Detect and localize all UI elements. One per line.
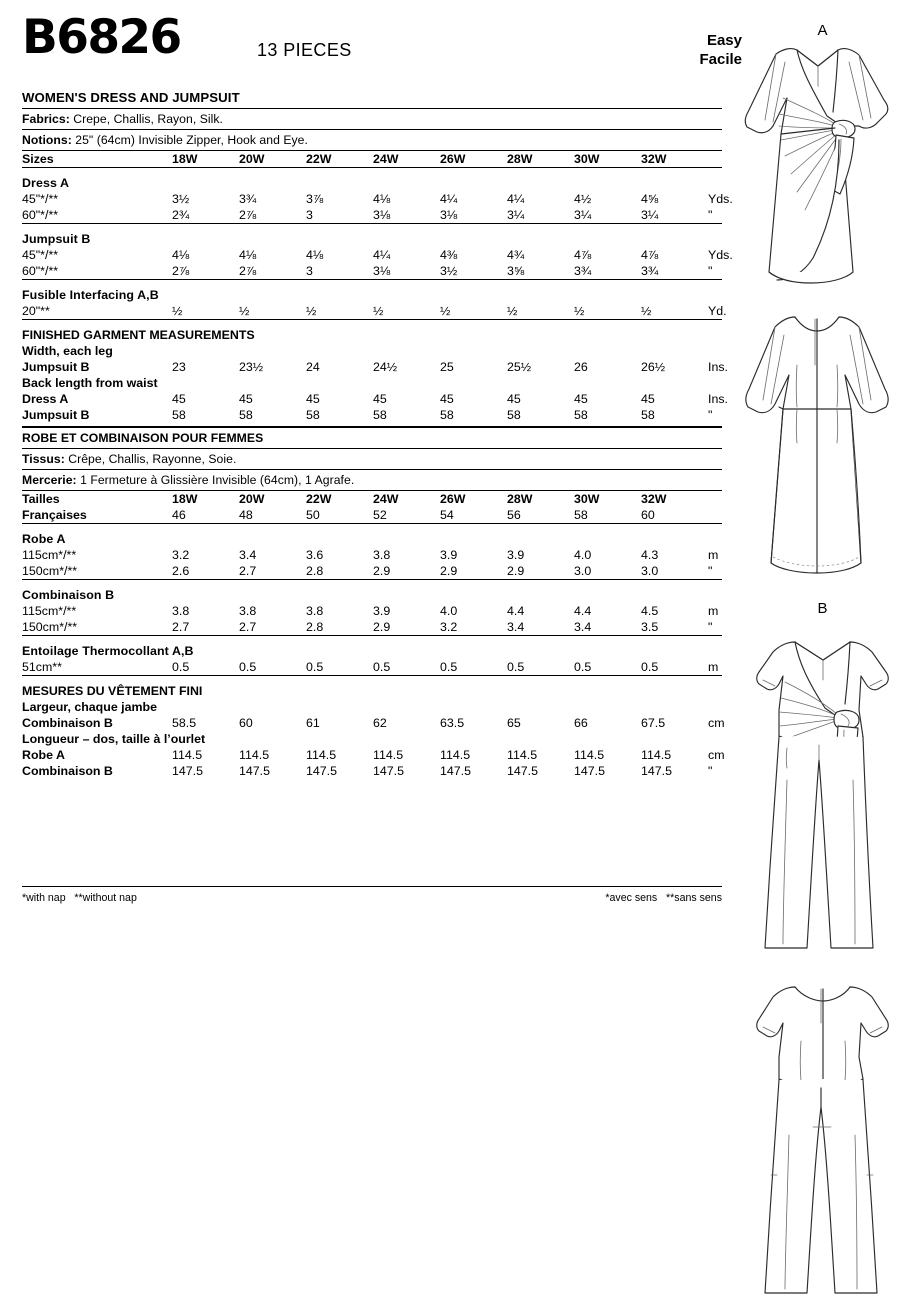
measurements-sub-longueur: Longueur – dos, taille à l’ourlet xyxy=(22,732,206,746)
cell: 4¼ xyxy=(373,248,391,262)
cell: 58 xyxy=(306,408,320,422)
cell: ½ xyxy=(507,304,518,318)
cell: 4¾ xyxy=(507,248,525,262)
cell: 60 xyxy=(641,508,655,522)
cell: 3 xyxy=(306,264,313,278)
cell: 60 xyxy=(239,716,253,730)
table-row xyxy=(22,747,722,763)
size-header-cell: 20W xyxy=(239,152,265,166)
size-header-cell: 24W xyxy=(373,492,399,506)
measurements-heading-row xyxy=(22,683,722,699)
cell: 0.5 xyxy=(172,660,190,674)
page-title: B6826 xyxy=(22,10,181,65)
cell: 147.5 xyxy=(373,764,405,778)
group-title-row xyxy=(22,231,722,247)
table-row xyxy=(22,359,722,375)
cell: 45 xyxy=(440,392,454,406)
cell: 0.5 xyxy=(641,660,659,674)
difficulty-badge xyxy=(672,32,742,70)
measurements-heading-fr: MESURES DU VÊTEMENT FINI xyxy=(22,684,203,698)
cell: ½ xyxy=(172,304,183,318)
jumpsuit-b-back-illustration xyxy=(735,975,910,1305)
yardage-table-french xyxy=(22,491,725,779)
group-title-row xyxy=(22,587,722,603)
cell: 45 xyxy=(641,392,655,406)
cell: 2¾ xyxy=(172,208,190,222)
figure-jumpsuit-b-back xyxy=(735,975,910,1305)
measurements-sub-row xyxy=(22,731,722,747)
cell: 3¾ xyxy=(239,192,257,206)
cell: 3¼ xyxy=(507,208,525,222)
row-unit: " xyxy=(708,620,713,634)
notions-en xyxy=(22,130,722,150)
cell: 54 xyxy=(440,508,454,522)
cell: 3.6 xyxy=(306,548,324,562)
row-label: Jumpsuit B xyxy=(22,360,90,374)
cell: 4.0 xyxy=(440,604,458,618)
cell: 67.5 xyxy=(641,716,666,730)
cell: 4⅞ xyxy=(641,248,659,262)
cell: 4⅜ xyxy=(440,248,458,262)
table-row xyxy=(22,407,722,423)
cell: 4.0 xyxy=(574,548,592,562)
cell: 0.5 xyxy=(373,660,391,674)
cell: 3.8 xyxy=(172,604,190,618)
cell: 2⅞ xyxy=(172,264,190,278)
row-unit: Yds. xyxy=(708,192,733,206)
cell: 4⅛ xyxy=(172,248,190,262)
cell: 4.3 xyxy=(641,548,659,562)
cell: 66 xyxy=(574,716,588,730)
table-row xyxy=(22,659,722,676)
cell: 2.7 xyxy=(239,564,257,578)
table-row xyxy=(22,303,722,320)
row-label: 150cm*/** xyxy=(22,564,78,578)
group-title-combinaison-b: Combinaison B xyxy=(22,588,115,602)
cell: 0.5 xyxy=(574,660,592,674)
spec-panel xyxy=(22,10,742,779)
cell: ½ xyxy=(574,304,585,318)
cell: 48 xyxy=(239,508,253,522)
cell: 147.5 xyxy=(440,764,472,778)
fabrics-en xyxy=(22,109,722,129)
cell: 3.4 xyxy=(507,620,525,634)
divider xyxy=(22,676,722,684)
size-header-cell: 18W xyxy=(172,152,198,166)
cell: 4⅛ xyxy=(373,192,391,206)
size-header-cell: 32W xyxy=(641,152,667,166)
cell: 3.8 xyxy=(373,548,391,562)
cell: 4.5 xyxy=(641,604,659,618)
cell: 114.5 xyxy=(574,748,605,762)
size-header-cell: 30W xyxy=(574,152,600,166)
cell: 25½ xyxy=(507,360,532,374)
cell: 3½ xyxy=(440,264,458,278)
cell: 58 xyxy=(641,408,655,422)
cell: 52 xyxy=(373,508,387,522)
measurements-sub-row xyxy=(22,343,722,359)
cell: 0.5 xyxy=(306,660,324,674)
table-row xyxy=(22,391,722,407)
cell: 0.5 xyxy=(440,660,458,674)
row-label: 115cm*/** xyxy=(22,604,77,618)
row-unit: " xyxy=(708,264,713,278)
measurements-sub-width: Width, each leg xyxy=(22,344,113,358)
row-label: Robe A xyxy=(22,748,65,762)
size-header-cell: 18W xyxy=(172,492,198,506)
cell: 2.8 xyxy=(306,620,324,634)
cell: 45 xyxy=(373,392,387,406)
cell: 3⅛ xyxy=(440,208,458,222)
cell: 3.9 xyxy=(440,548,458,562)
cell: ½ xyxy=(440,304,451,318)
cell: 58 xyxy=(574,408,588,422)
header-row xyxy=(22,10,742,76)
table-row-sizes-en xyxy=(22,151,722,168)
group-title-interfacing: Fusible Interfacing A,B xyxy=(22,288,159,302)
size-header-cell: 22W xyxy=(306,492,332,506)
divider xyxy=(22,636,722,644)
jumpsuit-b-front-illustration xyxy=(735,600,910,965)
row-label: 45"*/** xyxy=(22,192,59,206)
sizes-label-fr-1: Tailles xyxy=(22,492,60,506)
cell: 3.0 xyxy=(641,564,659,578)
measurements-sub-largeur: Largeur, chaque jambe xyxy=(22,700,157,714)
cell: 25 xyxy=(440,360,454,374)
cell: 56 xyxy=(507,508,521,522)
cell: 2.9 xyxy=(440,564,458,578)
row-unit: Ins. xyxy=(708,360,728,374)
cell: 4¼ xyxy=(507,192,525,206)
title-french-row xyxy=(22,428,722,448)
cell: 2.9 xyxy=(373,564,391,578)
size-header-cell: 26W xyxy=(440,492,466,506)
cell: 58 xyxy=(172,408,186,422)
divider xyxy=(22,224,722,232)
measurements-sub-row xyxy=(22,699,722,715)
cell: 114.5 xyxy=(641,748,672,762)
cell: 2.7 xyxy=(172,620,190,634)
cell: 3⅛ xyxy=(373,264,391,278)
figure-dress-a-back xyxy=(735,305,910,595)
fabrics-fr xyxy=(22,449,722,469)
cell: 3.2 xyxy=(172,548,190,562)
cell: 3⅛ xyxy=(373,208,391,222)
cell: 3.4 xyxy=(239,548,257,562)
group-title-row xyxy=(22,175,722,191)
cell: 147.5 xyxy=(172,764,204,778)
piece-count: 13 PIECES xyxy=(257,40,352,60)
cell: 114.5 xyxy=(172,748,203,762)
difficulty-fr: Facile xyxy=(699,50,742,68)
sizes-label-fr-2: Françaises xyxy=(22,508,87,522)
notions-en-label: Notions: xyxy=(22,133,72,147)
cell: 3⅞ xyxy=(306,192,324,206)
row-unit: " xyxy=(708,408,713,422)
cell: 3.5 xyxy=(641,620,659,634)
cell: 147.5 xyxy=(574,764,606,778)
cell: 58 xyxy=(440,408,454,422)
row-unit: " xyxy=(708,208,713,222)
size-header-cell: 26W xyxy=(440,152,466,166)
cell: 3.4 xyxy=(574,620,592,634)
cell: 23½ xyxy=(239,360,264,374)
row-label: 115cm*/** xyxy=(22,548,77,562)
cell: ½ xyxy=(306,304,317,318)
cell: 4½ xyxy=(574,192,592,206)
row-label: 45"*/** xyxy=(22,248,59,262)
cell: 114.5 xyxy=(373,748,404,762)
cell: 114.5 xyxy=(440,748,471,762)
cell: 4.4 xyxy=(574,604,592,618)
cell: 147.5 xyxy=(306,764,338,778)
row-label: Combinaison B xyxy=(22,716,113,730)
row-unit: Yds. xyxy=(708,248,733,262)
row-unit: " xyxy=(708,564,713,578)
row-label: Jumpsuit B xyxy=(22,408,90,422)
group-title-row xyxy=(22,531,722,547)
figure-jumpsuit-b-front xyxy=(735,600,910,970)
divider xyxy=(22,580,722,588)
cell: 58 xyxy=(373,408,387,422)
cell: 114.5 xyxy=(306,748,337,762)
row-label: 60"*/** xyxy=(22,264,59,278)
table-row-sizes-fr-numeric xyxy=(22,507,722,524)
cell: 3¼ xyxy=(574,208,592,222)
table-row xyxy=(22,619,722,636)
yardage-table-english xyxy=(22,151,733,423)
view-label-b: B xyxy=(817,600,828,617)
measurements-heading-en: FINISHED GARMENT MEASUREMENTS xyxy=(22,328,255,342)
cell: 62 xyxy=(373,716,387,730)
cell: 61 xyxy=(306,716,320,730)
cell: 50 xyxy=(306,508,320,522)
table-row xyxy=(22,763,722,779)
fabrics-en-value: Crepe, Challis, Rayon, Silk. xyxy=(69,112,223,126)
cell: ½ xyxy=(373,304,384,318)
row-label: Combinaison B xyxy=(22,764,113,778)
notions-en-value: 25" (64cm) Invisible Zipper, Hook and Eye. xyxy=(71,133,308,147)
cell: 3.9 xyxy=(507,548,525,562)
measurements-heading-row xyxy=(22,327,722,343)
cell: 45 xyxy=(507,392,521,406)
table-row xyxy=(22,207,722,224)
footnotes xyxy=(22,886,722,904)
cell: 46 xyxy=(172,508,186,522)
notions-fr xyxy=(22,470,722,490)
cell: 3¼ xyxy=(641,208,659,222)
row-unit: Ins. xyxy=(708,392,728,406)
row-label: 51cm** xyxy=(22,660,62,674)
cell: 2.8 xyxy=(306,564,324,578)
divider xyxy=(22,280,722,288)
row-unit: m xyxy=(708,660,719,674)
cell: 3.0 xyxy=(574,564,592,578)
fabrics-fr-value: Crêpe, Challis, Rayonne, Soie. xyxy=(64,452,237,466)
divider xyxy=(22,320,722,328)
cell: 4.4 xyxy=(507,604,525,618)
cell: 23 xyxy=(172,360,186,374)
cell: ½ xyxy=(641,304,652,318)
cell: 4⅞ xyxy=(574,248,592,262)
cell: 147.5 xyxy=(239,764,271,778)
row-unit: " xyxy=(708,764,713,778)
cell: 4⅛ xyxy=(306,248,324,262)
size-header-cell: 30W xyxy=(574,492,600,506)
size-header-cell: 28W xyxy=(507,492,533,506)
cell: 58 xyxy=(507,408,521,422)
table-row xyxy=(22,715,722,731)
cell: 45 xyxy=(172,392,186,406)
size-header-cell: 32W xyxy=(641,492,667,506)
group-title-entoilage: Entoilage Thermocollant A,B xyxy=(22,644,194,658)
table-row xyxy=(22,563,722,580)
row-unit: m xyxy=(708,604,719,618)
cell: 3.8 xyxy=(239,604,257,618)
title-english: WOMEN'S DRESS AND JUMPSUIT xyxy=(22,90,240,105)
cell: 2.7 xyxy=(239,620,257,634)
table-row xyxy=(22,247,722,263)
cell: 26½ xyxy=(641,360,666,374)
table-row xyxy=(22,191,722,207)
row-label: 150cm*/** xyxy=(22,620,78,634)
cell: 3¾ xyxy=(641,264,659,278)
group-title-row xyxy=(22,287,722,303)
sizes-label-en: Sizes xyxy=(22,152,54,166)
cell: 63.5 xyxy=(440,716,465,730)
notions-fr-label: Mercerie: xyxy=(22,473,77,487)
cell: 24 xyxy=(306,360,320,374)
measurements-sub-row xyxy=(22,375,722,391)
cell: 114.5 xyxy=(239,748,270,762)
group-title-jumpsuit-b: Jumpsuit B xyxy=(22,232,91,246)
size-header-cell: 22W xyxy=(306,152,332,166)
divider xyxy=(22,524,722,532)
illustration-panel xyxy=(735,0,910,1308)
cell: 24½ xyxy=(373,360,398,374)
fabrics-fr-label: Tissus: xyxy=(22,452,65,466)
cell: 65 xyxy=(507,716,521,730)
cell: 114.5 xyxy=(507,748,538,762)
footnote-left: *with nap **without nap xyxy=(22,892,137,904)
cell: 4¼ xyxy=(440,192,458,206)
divider xyxy=(22,168,722,176)
dress-a-back-illustration xyxy=(735,305,910,595)
cell: 58.5 xyxy=(172,716,197,730)
title-french: ROBE ET COMBINAISON POUR FEMMES xyxy=(22,431,264,445)
cell: 45 xyxy=(239,392,253,406)
table-row xyxy=(22,263,722,280)
cell: 58 xyxy=(239,408,253,422)
row-label: 60"*/** xyxy=(22,208,59,222)
group-title-dress-a: Dress A xyxy=(22,176,70,190)
table-row-sizes-fr xyxy=(22,491,722,507)
cell: 147.5 xyxy=(507,764,539,778)
measurements-sub-backlength: Back length from waist xyxy=(22,376,158,390)
row-unit: cm xyxy=(708,748,725,762)
row-unit: m xyxy=(708,548,719,562)
row-unit: cm xyxy=(708,716,725,730)
view-label-a: A xyxy=(817,22,828,39)
cell: 3¾ xyxy=(574,264,592,278)
cell: 45 xyxy=(574,392,588,406)
cell: 45 xyxy=(306,392,320,406)
cell: 4⅛ xyxy=(239,248,257,262)
row-label: Dress A xyxy=(22,392,69,406)
cell: 4⅝ xyxy=(641,192,659,206)
cell: 26 xyxy=(574,360,588,374)
cell: 3⅝ xyxy=(507,264,525,278)
row-label: 20"** xyxy=(22,304,50,318)
cell: ½ xyxy=(239,304,250,318)
group-title-row xyxy=(22,643,722,659)
dress-a-front-illustration xyxy=(735,22,910,297)
row-unit: Yd. xyxy=(708,304,727,318)
footnote-right: *avec sens **sans sens xyxy=(605,892,722,904)
cell: 2.9 xyxy=(507,564,525,578)
cell: 0.5 xyxy=(507,660,525,674)
cell: 2.9 xyxy=(373,620,391,634)
cell: 58 xyxy=(574,508,588,522)
cell: 2⅞ xyxy=(239,264,257,278)
cell: 3.2 xyxy=(440,620,458,634)
cell: 3.9 xyxy=(373,604,391,618)
cell: 147.5 xyxy=(641,764,673,778)
cell: 3 xyxy=(306,208,313,222)
notions-fr-value: 1 Fermeture à Glissière Invisible (64cm), 1 Agrafe. xyxy=(76,473,355,487)
cell: 2.6 xyxy=(172,564,190,578)
cell: 0.5 xyxy=(239,660,257,674)
size-header-cell: 28W xyxy=(507,152,533,166)
difficulty-en: Easy xyxy=(706,32,742,49)
group-title-robe-a: Robe A xyxy=(22,532,66,546)
table-row xyxy=(22,547,722,563)
figure-dress-a-front xyxy=(735,22,910,302)
cell: 3.8 xyxy=(306,604,324,618)
table-row xyxy=(22,603,722,619)
cell: 2⅞ xyxy=(239,208,257,222)
fabrics-en-label: Fabrics: xyxy=(22,112,70,126)
size-header-cell: 20W xyxy=(239,492,265,506)
cell: 3½ xyxy=(172,192,190,206)
size-header-cell: 24W xyxy=(373,152,399,166)
